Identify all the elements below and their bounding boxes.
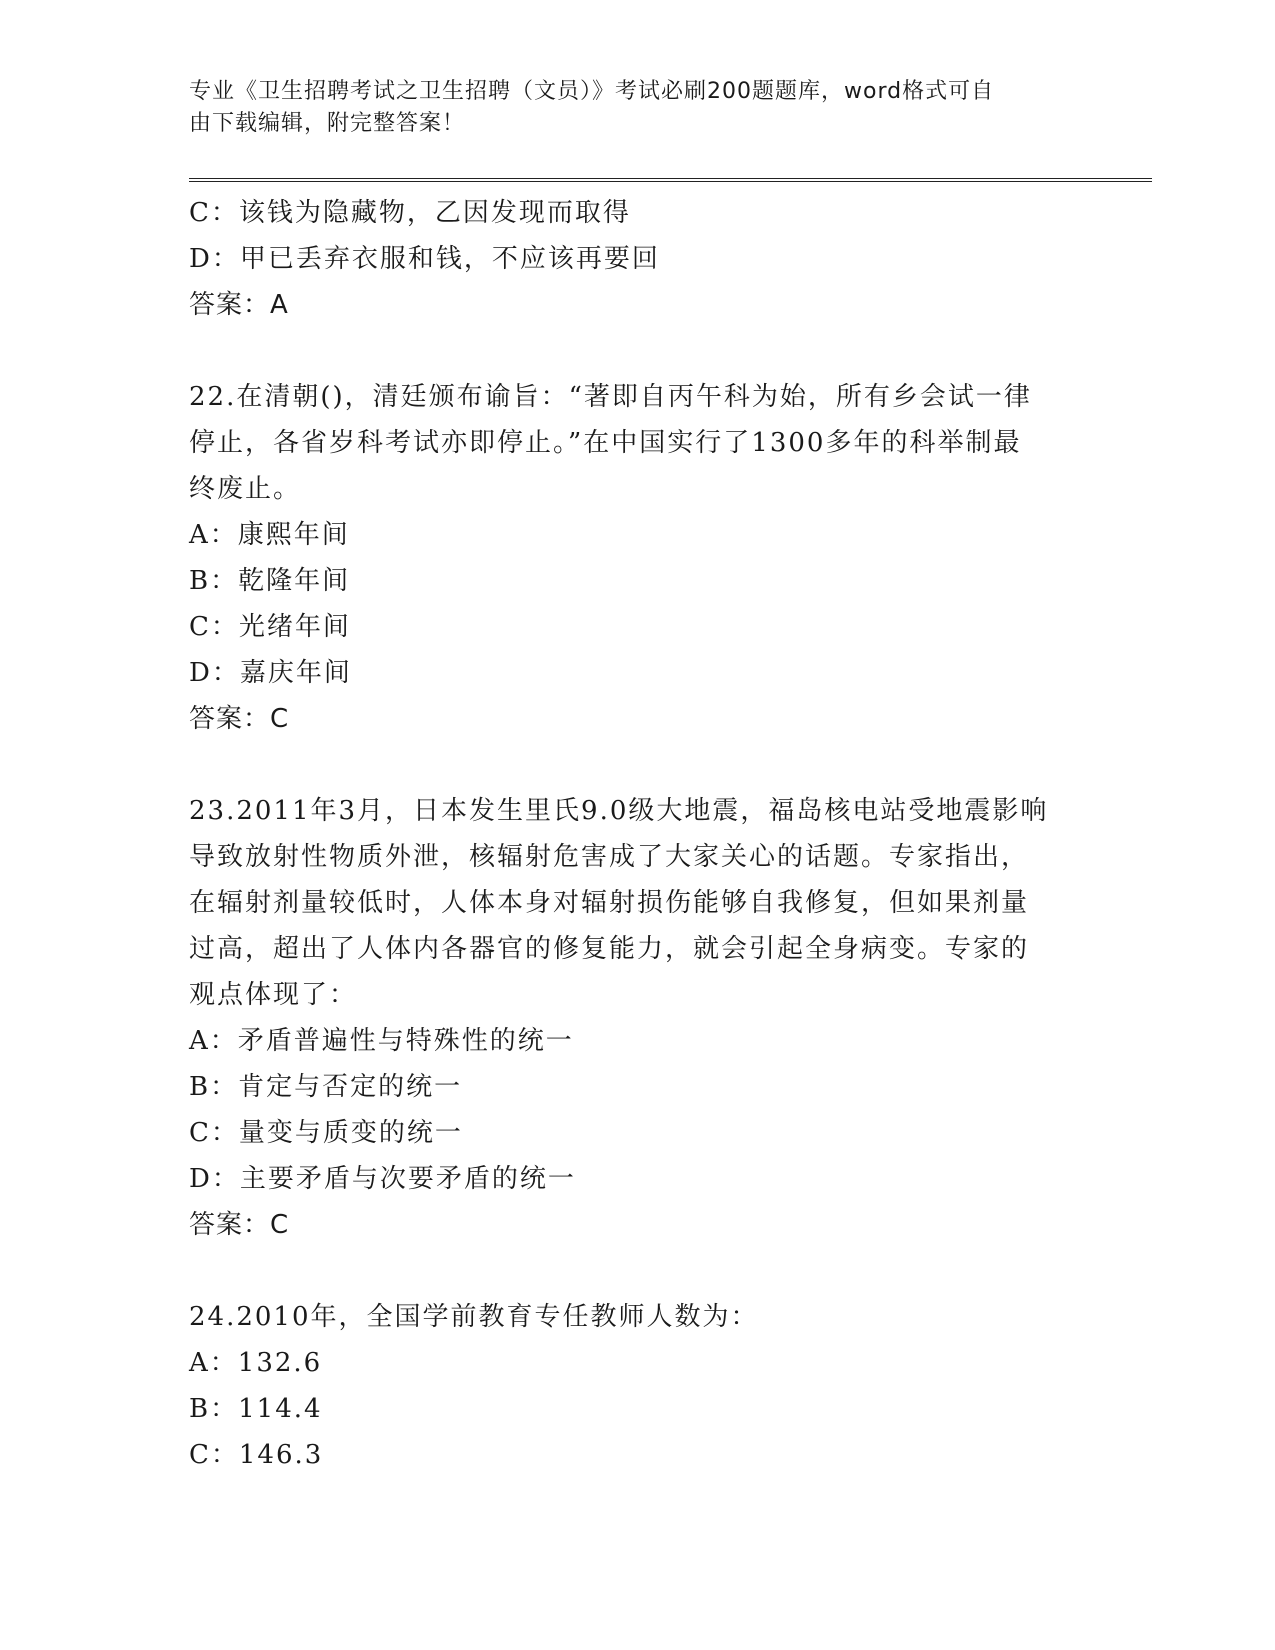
question-text-line: 停止，各省岁科考试亦即停止。”在中国实行了1300多年的科举制最: [189, 428, 1022, 458]
option-a: A：康熙年间: [189, 520, 350, 550]
question-text-line: 24.2010年，全国学前教育专任教师人数为：: [189, 1302, 759, 1332]
question-text-line: 23.2011年3月，日本发生里氏9.0级大地震，福岛核电站受地震影响: [189, 796, 1049, 826]
question-text-line: 终废止。: [189, 474, 302, 504]
question-spacer: [189, 328, 1089, 374]
option-c: C：该钱为隐藏物，乙因发现而取得: [189, 198, 631, 228]
question-text-line: 在辐射剂量较低时，人体本身对辐射损伤能够自我修复，但如果剂量: [189, 888, 1030, 918]
header-line-2: 由下载编辑，附完整答案！: [189, 111, 466, 136]
header-divider: [189, 178, 1152, 182]
answer: 答案：A: [189, 290, 289, 320]
header-line-1: 专业《卫生招聘考试之卫生招聘（文员）》考试必刷200题题库，word格式可自: [189, 79, 995, 104]
question-text-line: 22.在清朝()，清廷颁布谕旨：“著即自丙午科为始，所有乡会试一律: [189, 382, 1032, 412]
question-spacer: [189, 742, 1089, 788]
question-list: [189, 190, 1089, 1478]
question-text-line: 导致放射性物质外泄，核辐射危害成了大家关心的话题。专家指出，: [189, 842, 1030, 872]
question-21: [189, 190, 1089, 328]
question-24: [189, 1294, 1089, 1478]
question-text-line: 过高，超出了人体内各器官的修复能力，就会引起全身病变。专家的: [189, 934, 1030, 964]
option-c: C：146.3: [189, 1440, 324, 1470]
answer: 答案：C: [189, 1210, 290, 1240]
option-b: B：114.4: [189, 1394, 323, 1424]
option-a: A：132.6: [189, 1348, 323, 1378]
option-c: C：光绪年间: [189, 612, 351, 642]
document-header: [189, 76, 1069, 140]
option-b: B：肯定与否定的统一: [189, 1072, 463, 1102]
option-b: B：乾隆年间: [189, 566, 351, 596]
option-c: C：量变与质变的统一: [189, 1118, 463, 1148]
answer: 答案：C: [189, 704, 290, 734]
option-a: A：矛盾普遍性与特殊性的统一: [189, 1026, 574, 1056]
option-d: D：嘉庆年间: [189, 658, 352, 688]
question-23: [189, 788, 1089, 1248]
question-22: [189, 374, 1089, 742]
option-d: D：甲已丢弃衣服和钱，不应该再要回: [189, 244, 660, 274]
option-d: D：主要矛盾与次要矛盾的统一: [189, 1164, 576, 1194]
question-text-line: 观点体现了：: [189, 980, 358, 1010]
question-spacer: [189, 1248, 1089, 1294]
